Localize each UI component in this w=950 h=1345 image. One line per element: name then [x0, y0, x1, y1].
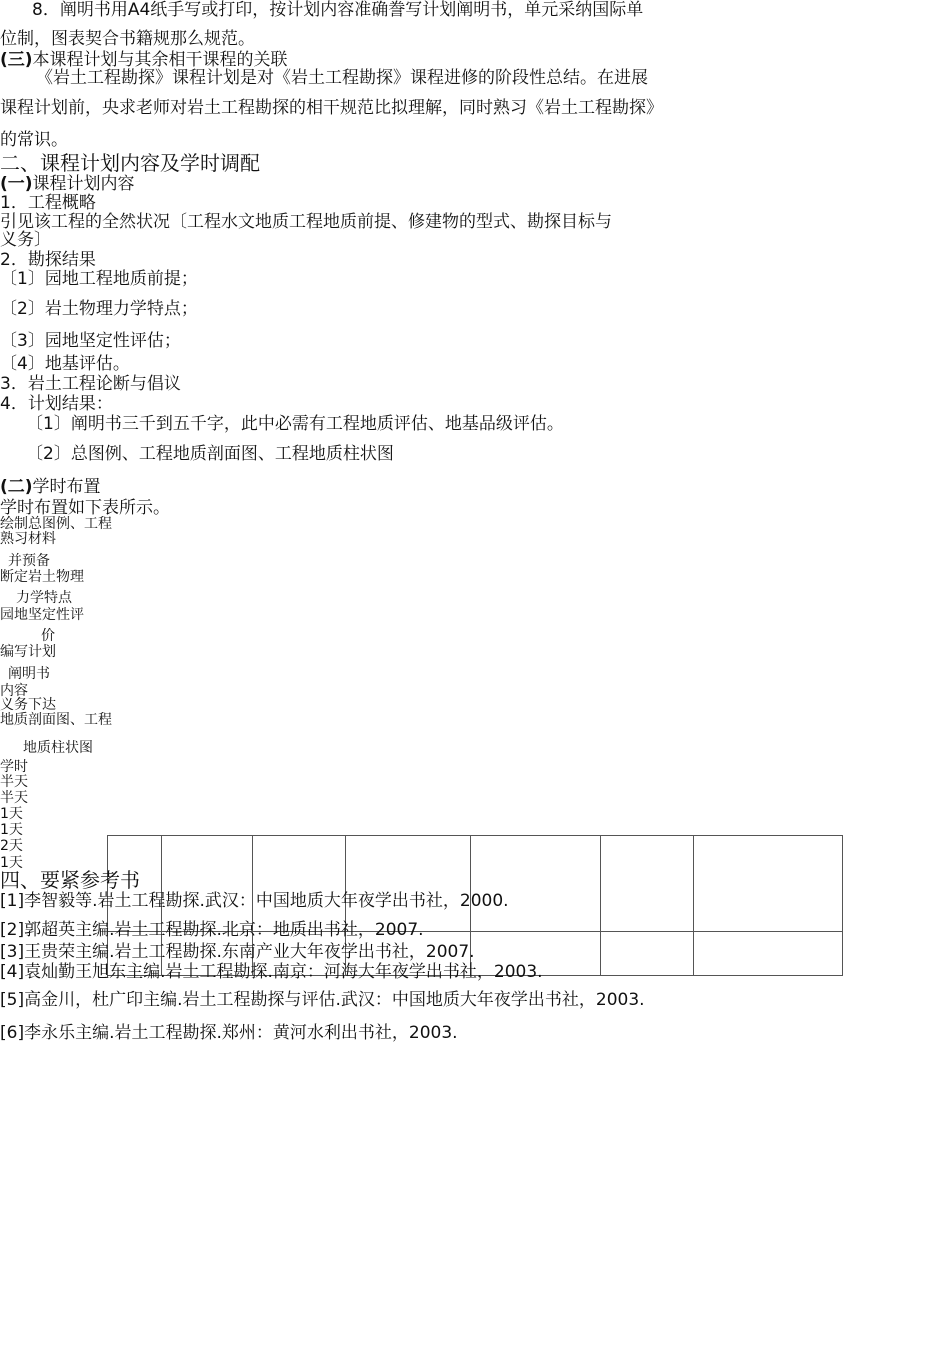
table-cell-text: 地质柱状图	[23, 740, 93, 756]
subsection-title: 学时布置	[32, 477, 101, 497]
table-cell-text: 地质剖面图、工程	[0, 712, 112, 728]
table-cell-text: 并预备	[8, 553, 50, 569]
reference-item: [4]袁灿勤王旭东主编.岩土工程勘探.南京：河海大年夜学出书社，2003.	[0, 962, 543, 982]
list-item: 〔3〕园地坚定性评估；	[0, 331, 181, 351]
table-cell-text: 1天	[0, 822, 23, 838]
paragraph-line: 8．阐明书用A4纸手写或打印，按计划内容准确誊写计划阐明书，单元采纳国际单	[32, 0, 644, 20]
table-cell-text: 义务下达	[0, 697, 56, 713]
table-cell-text: 熟习材料	[0, 531, 56, 547]
list-item: 1．工程概略	[0, 193, 96, 213]
chapter-heading: 二、课程计划内容及学时调配	[0, 151, 260, 175]
subsection-title: 课程计划内容	[32, 174, 135, 194]
table-cell-text: 学时	[0, 759, 28, 775]
subsection-number: (二)	[0, 477, 33, 497]
table-cell-text: 价	[41, 628, 55, 644]
reference-item: [2]郭超英主编.岩土工程勘探.北京：地质出书社，2007.	[0, 920, 424, 940]
table-cell-text: 编写计划	[0, 644, 56, 660]
section-number: (三)	[0, 50, 33, 70]
list-item: 2．勘探结果	[0, 250, 96, 270]
table-cell-text: 园地坚定性评	[0, 607, 84, 623]
reference-item: [5]高金川，杜广印主编.岩土工程勘探与评估.武汉：中国地质大年夜学出书社，2003.	[0, 990, 645, 1010]
paragraph-line: 位制，图表契合书籍规那么规范。	[0, 29, 255, 49]
list-item: 4．计划结果：	[0, 394, 113, 414]
table-cell-text: 断定岩土物理	[0, 569, 84, 585]
table-cell-text: 2天	[0, 838, 23, 854]
list-item: 3．岩土工程论断与倡议	[0, 374, 181, 394]
reference-item: [1]李智毅等.岩土工程勘探.武汉：中国地质大年夜学出书社，2000.	[0, 891, 509, 911]
list-item: 〔2〕岩土物理力学特点；	[0, 299, 198, 319]
subsection-number: (一)	[0, 174, 33, 194]
chapter-heading: 四、要紧参考书	[0, 868, 140, 892]
paragraph-line: 课程计划前，央求老师对岩土工程勘探的相干规范比拟理解，同时熟习《岩土工程勘探》	[0, 98, 663, 118]
table-cell-text: 半天	[0, 790, 28, 806]
paragraph-line: 的常识。	[0, 130, 68, 150]
paragraph-line: 学时布置如下表所示。	[0, 498, 170, 518]
list-item: 〔1〕园地工程地质前提；	[0, 269, 198, 289]
paragraph-line: 义务〕	[0, 230, 51, 250]
table-cell-text: 力学特点	[16, 590, 72, 606]
reference-item: [3]王贵荣主编.岩土工程勘探.东南产业大年夜学出书社，2007.	[0, 942, 475, 962]
list-item: 〔1〕阐明书三千到五千字，此中必需有工程地质评估、地基品级评估。	[26, 414, 564, 434]
subsection-heading	[0, 478, 101, 498]
list-item: 〔4〕地基评估。	[0, 354, 130, 374]
table-cell-text: 阐明书	[8, 666, 50, 682]
table-cell-text: 内容	[0, 683, 28, 699]
section-title: 本课程计划与其余相干课程的关联	[32, 50, 288, 70]
paragraph-line: 《岩土工程勘探》课程计划是对《岩土工程勘探》课程进修的阶段性总结。在进展	[36, 68, 648, 88]
table-cell-text: 半天	[0, 774, 28, 790]
reference-item: [6]李永乐主编.岩土工程勘探.郑州：黄河水利出书社，2003.	[0, 1023, 458, 1043]
table-cell-text: 1天	[0, 806, 23, 822]
table-cell-text: 1天	[0, 855, 23, 871]
table-cell-text: 绘制总图例、工程	[0, 516, 112, 532]
list-item: 〔2〕总图例、工程地质剖面图、工程地质柱状图	[26, 444, 394, 464]
subsection-heading	[0, 175, 135, 195]
paragraph-line: 引见该工程的全然状况〔工程水文地质工程地质前提、修建物的型式、勘探目标与	[0, 212, 612, 232]
